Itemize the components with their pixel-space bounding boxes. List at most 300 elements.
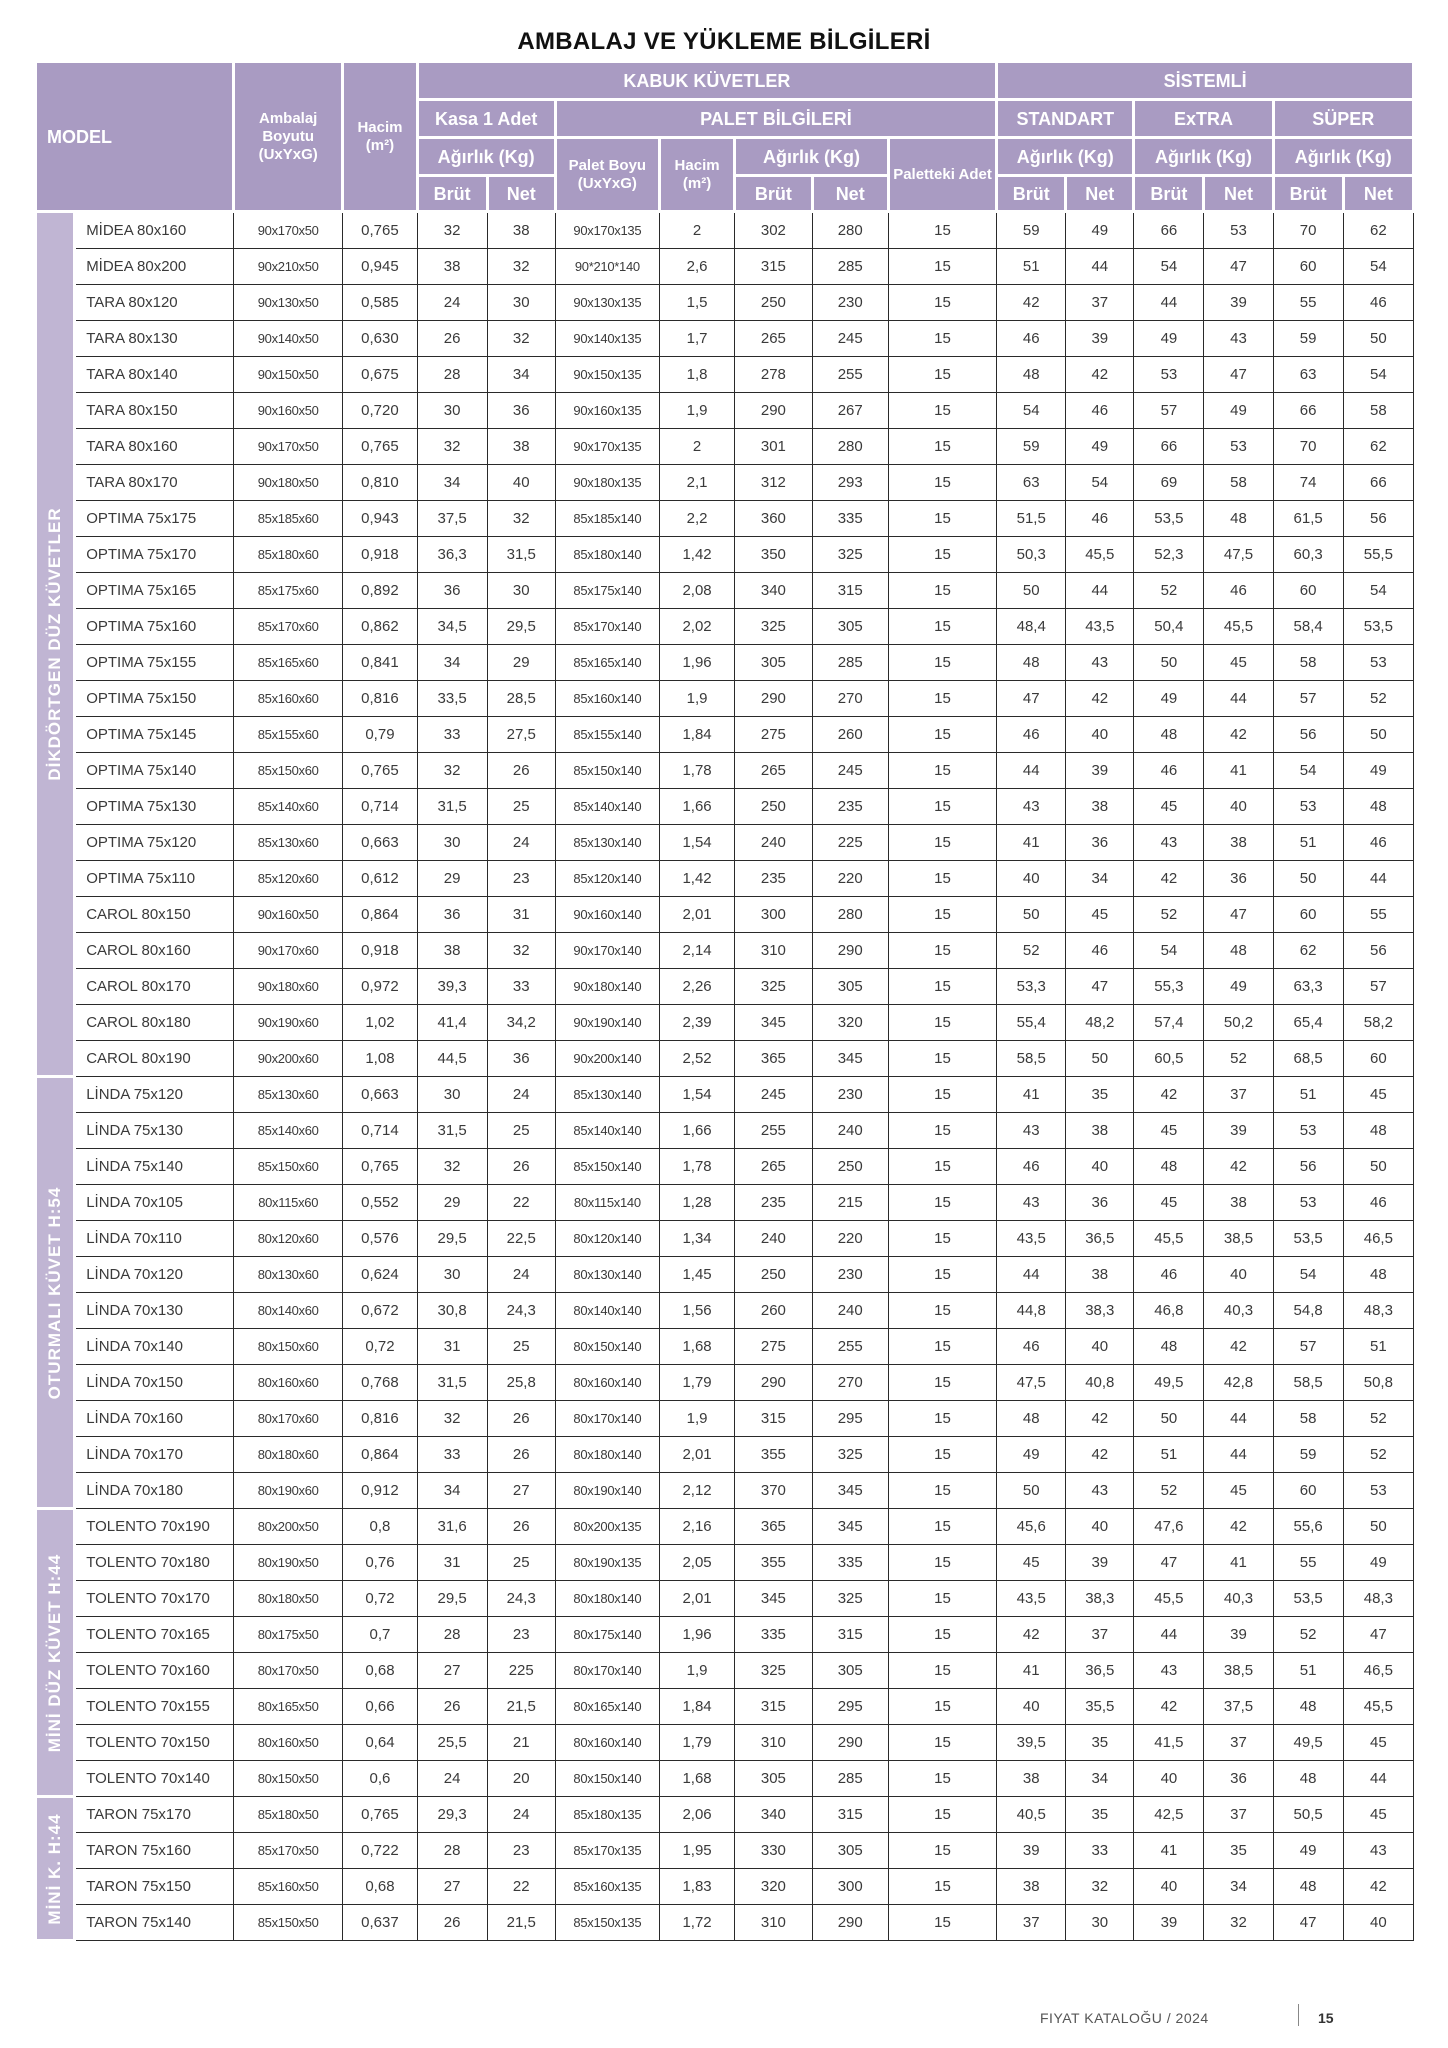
table-cell: 48 — [1134, 1329, 1204, 1365]
table-cell: 85x165x140 — [555, 645, 659, 681]
table-cell: 54 — [1343, 573, 1413, 609]
table-cell: 0,722 — [343, 1833, 417, 1869]
table-cell: 48 — [1134, 1149, 1204, 1185]
table-cell: 42 — [1134, 1077, 1204, 1113]
model-cell: LİNDA 75x120 — [75, 1077, 234, 1113]
table-cell: 0,912 — [343, 1473, 417, 1509]
header-standart-brut: Brüt — [997, 176, 1066, 212]
table-cell: 80x160x50 — [234, 1725, 343, 1761]
table-row — [36, 1509, 1414, 1545]
table-cell: 60 — [1273, 1473, 1343, 1509]
table-cell: 36 — [487, 1041, 555, 1077]
table-cell: 1,8 — [659, 357, 734, 393]
table-cell: 15 — [888, 1185, 996, 1221]
table-cell: 1,08 — [343, 1041, 417, 1077]
table-cell: 40 — [997, 861, 1066, 897]
table-row — [36, 285, 1414, 321]
model-cell: CAROL 80x160 — [75, 933, 234, 969]
table-cell: 63,3 — [1273, 969, 1343, 1005]
table-cell: 51 — [997, 249, 1066, 285]
table-cell: 90x170x135 — [555, 212, 659, 249]
table-cell: 38,3 — [1066, 1581, 1134, 1617]
table-cell: 305 — [812, 1833, 888, 1869]
table-cell: 90x140x50 — [234, 321, 343, 357]
header-ambalaj: Ambalaj Boyutu (UxYxG) — [234, 62, 343, 212]
table-cell: 42 — [1134, 1689, 1204, 1725]
table-row — [36, 1329, 1414, 1365]
table-cell: 0,768 — [343, 1365, 417, 1401]
table-cell: 85x160x60 — [234, 681, 343, 717]
table-cell: 43 — [1066, 1473, 1134, 1509]
header-kabuk: KABUK KÜVETLER — [417, 62, 997, 100]
model-cell: OPTIMA 75x150 — [75, 681, 234, 717]
table-cell: 53 — [1204, 212, 1273, 249]
table-cell: 39 — [1066, 753, 1134, 789]
table-cell: 27 — [417, 1869, 487, 1905]
table-cell: 0,72 — [343, 1329, 417, 1365]
table-cell: 80x180x140 — [555, 1581, 659, 1617]
table-cell: 310 — [735, 933, 812, 969]
table-cell: 34 — [417, 1473, 487, 1509]
header-super: SÜPER — [1273, 100, 1413, 138]
model-cell: MİDEA 80x160 — [75, 212, 234, 249]
table-cell: 230 — [812, 1077, 888, 1113]
header-paletteki: Paletteki Adet — [888, 138, 996, 212]
table-cell: 0,637 — [343, 1905, 417, 1941]
table-cell: 32 — [417, 1401, 487, 1437]
table-cell: 53,3 — [997, 969, 1066, 1005]
table-cell: 0,765 — [343, 429, 417, 465]
table-cell: 90x170x50 — [234, 429, 343, 465]
table-cell: 53 — [1343, 1473, 1413, 1509]
table-cell: 45,5 — [1134, 1581, 1204, 1617]
table-cell: 80x150x140 — [555, 1329, 659, 1365]
table-cell: 29,5 — [487, 609, 555, 645]
table-cell: 90x130x135 — [555, 285, 659, 321]
table-cell: 0,612 — [343, 861, 417, 897]
header-palet-agirlik: Ağırlık (Kg) — [735, 138, 889, 176]
table-cell: 285 — [812, 1761, 888, 1797]
table-cell: 0,765 — [343, 1149, 417, 1185]
table-cell: 0,672 — [343, 1293, 417, 1329]
table-cell: 26 — [487, 1401, 555, 1437]
model-cell: OPTIMA 75x160 — [75, 609, 234, 645]
group-label: DİKDÖRTGEN DÜZ KÜVETLER — [45, 507, 65, 781]
table-cell: 290 — [735, 681, 812, 717]
table-cell: 240 — [735, 1221, 812, 1257]
table-cell: 2,02 — [659, 609, 734, 645]
table-cell: 37 — [1204, 1077, 1273, 1113]
table-cell: 1,79 — [659, 1725, 734, 1761]
table-cell: 42 — [997, 285, 1066, 321]
table-cell: 80x165x140 — [555, 1689, 659, 1725]
header-super-agirlik: Ağırlık (Kg) — [1273, 138, 1413, 176]
table-cell: 55,6 — [1273, 1509, 1343, 1545]
table-cell: 0,76 — [343, 1545, 417, 1581]
table-cell: 330 — [735, 1833, 812, 1869]
table-cell: 90x180x50 — [234, 465, 343, 501]
table-cell: 85x150x50 — [234, 1905, 343, 1941]
table-cell: 85x155x140 — [555, 717, 659, 753]
table-cell: 85x120x140 — [555, 861, 659, 897]
table-cell: 48,2 — [1066, 1005, 1134, 1041]
table-cell: 32 — [487, 321, 555, 357]
table-row — [36, 1077, 1414, 1113]
table-cell: 15 — [888, 212, 996, 249]
table-cell: 0,552 — [343, 1185, 417, 1221]
model-cell: CAROL 80x180 — [75, 1005, 234, 1041]
table-cell: 340 — [735, 1797, 812, 1833]
header-kasa-agirlik: Ağırlık (Kg) — [417, 138, 555, 176]
table-cell: 66 — [1134, 212, 1204, 249]
table-cell: 90x210x50 — [234, 249, 343, 285]
table-cell: 0,810 — [343, 465, 417, 501]
table-cell: 1,68 — [659, 1761, 734, 1797]
model-cell: TARA 80x170 — [75, 465, 234, 501]
table-cell: 0,79 — [343, 717, 417, 753]
table-cell: 60 — [1343, 1041, 1413, 1077]
table-cell: 48,3 — [1343, 1293, 1413, 1329]
table-cell: 40 — [1066, 1509, 1134, 1545]
group-label-cell — [36, 212, 75, 1077]
table-cell: 38 — [1066, 1113, 1134, 1149]
table-cell: 46,5 — [1343, 1653, 1413, 1689]
table-cell: 85x130x140 — [555, 825, 659, 861]
table-cell: 15 — [888, 645, 996, 681]
table-row — [36, 321, 1414, 357]
table-cell: 40 — [997, 1689, 1066, 1725]
table-cell: 44 — [1343, 1761, 1413, 1797]
table-cell: 0,945 — [343, 249, 417, 285]
table-cell: 31 — [487, 897, 555, 933]
table-cell: 250 — [812, 1149, 888, 1185]
model-cell: LİNDA 75x140 — [75, 1149, 234, 1185]
table-cell: 255 — [812, 1329, 888, 1365]
table-row — [36, 645, 1414, 681]
table-cell: 46,8 — [1134, 1293, 1204, 1329]
table-cell: 45 — [1204, 645, 1273, 681]
table-cell: 80x165x50 — [234, 1689, 343, 1725]
table-row — [36, 1005, 1414, 1041]
table-cell: 1,96 — [659, 645, 734, 681]
table-cell: 85x175x60 — [234, 573, 343, 609]
table-cell: 15 — [888, 1761, 996, 1797]
table-cell: 290 — [735, 393, 812, 429]
model-cell: OPTIMA 75x170 — [75, 537, 234, 573]
table-cell: 325 — [812, 1437, 888, 1473]
table-cell: 15 — [888, 609, 996, 645]
page-number: 15 — [1318, 2010, 1334, 2026]
table-cell: 24,3 — [487, 1293, 555, 1329]
table-cell: 29,5 — [417, 1221, 487, 1257]
table-cell: 80x190x60 — [234, 1473, 343, 1509]
table-cell: 54 — [1273, 1257, 1343, 1293]
table-cell: 58 — [1343, 393, 1413, 429]
table-cell: 30 — [487, 285, 555, 321]
table-cell: 27 — [487, 1473, 555, 1509]
table-cell: 270 — [812, 681, 888, 717]
table-cell: 1,5 — [659, 285, 734, 321]
table-cell: 2,05 — [659, 1545, 734, 1581]
model-cell: TOLENTO 70x170 — [75, 1581, 234, 1617]
table-cell: 335 — [735, 1617, 812, 1653]
table-cell: 15 — [888, 1509, 996, 1545]
table-cell: 52 — [1343, 1437, 1413, 1473]
table-cell: 50 — [1134, 1401, 1204, 1437]
table-cell: 43 — [1066, 645, 1134, 681]
table-cell: 0,765 — [343, 1797, 417, 1833]
table-cell: 2 — [659, 429, 734, 465]
table-cell: 220 — [812, 861, 888, 897]
table-cell: 345 — [735, 1581, 812, 1617]
header-extra-brut: Brüt — [1134, 176, 1204, 212]
table-cell: 35 — [1204, 1833, 1273, 1869]
table-cell: 80x120x60 — [234, 1221, 343, 1257]
table-cell: 0,6 — [343, 1761, 417, 1797]
table-cell: 41 — [1204, 753, 1273, 789]
table-cell: 38 — [1204, 825, 1273, 861]
header-sistemli: SİSTEMLİ — [997, 62, 1414, 100]
table-cell: 30 — [487, 573, 555, 609]
table-cell: 15 — [888, 1869, 996, 1905]
table-cell: 0,624 — [343, 1257, 417, 1293]
table-cell: 53 — [1273, 1185, 1343, 1221]
table-cell: 1,9 — [659, 1653, 734, 1689]
table-cell: 48,4 — [997, 609, 1066, 645]
table-cell: 90x130x50 — [234, 285, 343, 321]
table-cell: 47 — [1204, 897, 1273, 933]
table-row — [36, 357, 1414, 393]
table-cell: 52 — [1343, 1401, 1413, 1437]
table-cell: 15 — [888, 1257, 996, 1293]
table-cell: 21,5 — [487, 1689, 555, 1725]
table-cell: 49,5 — [1273, 1725, 1343, 1761]
table-cell: 50 — [1273, 861, 1343, 897]
model-cell: TARON 75x150 — [75, 1869, 234, 1905]
table-cell: 1,66 — [659, 789, 734, 825]
table-cell: 46 — [1134, 1257, 1204, 1293]
table-cell: 315 — [812, 573, 888, 609]
table-cell: 44 — [1066, 249, 1134, 285]
table-cell: 49 — [1204, 969, 1273, 1005]
table-row — [36, 1257, 1414, 1293]
table-cell: 36,5 — [1066, 1653, 1134, 1689]
table-cell: 2,08 — [659, 573, 734, 609]
table-cell: 45 — [1134, 1185, 1204, 1221]
header-extra-net: Net — [1204, 176, 1273, 212]
table-cell: 1,54 — [659, 1077, 734, 1113]
model-cell: LİNDA 70x160 — [75, 1401, 234, 1437]
table-cell: 85x170x60 — [234, 609, 343, 645]
table-cell: 0,720 — [343, 393, 417, 429]
table-cell: 33,5 — [417, 681, 487, 717]
table-cell: 53 — [1204, 429, 1273, 465]
table-cell: 275 — [735, 1329, 812, 1365]
table-cell: 290 — [735, 1365, 812, 1401]
table-cell: 39,5 — [997, 1725, 1066, 1761]
table-cell: 26 — [487, 753, 555, 789]
table-row — [36, 1653, 1414, 1689]
table-cell: 38 — [1066, 789, 1134, 825]
table-cell: 32 — [487, 501, 555, 537]
table-cell: 15 — [888, 1149, 996, 1185]
table-cell: 32 — [417, 212, 487, 249]
model-cell: TOLENTO 70x165 — [75, 1617, 234, 1653]
table-cell: 45 — [1134, 1113, 1204, 1149]
table-cell: 40 — [1134, 1761, 1204, 1797]
table-cell: 310 — [735, 1725, 812, 1761]
table-cell: 315 — [735, 1401, 812, 1437]
table-cell: 27 — [417, 1653, 487, 1689]
table-cell: 46 — [997, 717, 1066, 753]
table-cell: 51 — [1134, 1437, 1204, 1473]
model-cell: LİNDA 70x105 — [75, 1185, 234, 1221]
table-cell: 80x190x135 — [555, 1545, 659, 1581]
model-cell: TARA 80x160 — [75, 429, 234, 465]
table-row — [36, 717, 1414, 753]
table-cell: 85x130x60 — [234, 1077, 343, 1113]
table-cell: 85x170x135 — [555, 1833, 659, 1869]
table-cell: 235 — [735, 1185, 812, 1221]
table-row — [36, 1437, 1414, 1473]
table-cell: 29 — [417, 1185, 487, 1221]
table-cell: 325 — [735, 969, 812, 1005]
table-cell: 85x150x60 — [234, 1149, 343, 1185]
table-cell: 50 — [1343, 1509, 1413, 1545]
group-label-cell — [36, 1077, 75, 1509]
table-cell: 1,9 — [659, 1401, 734, 1437]
table-cell: 15 — [888, 753, 996, 789]
table-cell: 37 — [997, 1905, 1066, 1941]
footer-divider — [1298, 2004, 1299, 2026]
table-cell: 245 — [812, 753, 888, 789]
model-cell: LİNDA 70x110 — [75, 1221, 234, 1257]
table-cell: 1,68 — [659, 1329, 734, 1365]
table-cell: 44 — [1204, 1401, 1273, 1437]
table-cell: 62 — [1343, 429, 1413, 465]
header-kasa-brut: Brüt — [417, 176, 487, 212]
table-row — [36, 681, 1414, 717]
table-cell: 15 — [888, 1077, 996, 1113]
table-cell: 1,9 — [659, 681, 734, 717]
table-cell: 48 — [997, 357, 1066, 393]
table-cell: 265 — [735, 753, 812, 789]
table-cell: 15 — [888, 357, 996, 393]
table-cell: 312 — [735, 465, 812, 501]
header-super-brut: Brüt — [1273, 176, 1343, 212]
table-cell: 15 — [888, 573, 996, 609]
table-cell: 31,6 — [417, 1509, 487, 1545]
model-cell: TARA 80x130 — [75, 321, 234, 357]
table-cell: 90x170x140 — [555, 933, 659, 969]
model-cell: OPTIMA 75x165 — [75, 573, 234, 609]
table-cell: 50 — [1343, 321, 1413, 357]
table-cell: 40 — [1204, 789, 1273, 825]
table-cell: 30,8 — [417, 1293, 487, 1329]
table-cell: 54 — [1273, 753, 1343, 789]
table-cell: 58 — [1204, 465, 1273, 501]
table-row — [36, 1545, 1414, 1581]
table-cell: 54 — [1134, 249, 1204, 285]
table-cell: 90x170x60 — [234, 933, 343, 969]
table-cell: 23 — [487, 1617, 555, 1653]
table-cell: 52 — [997, 933, 1066, 969]
model-cell: TARA 80x120 — [75, 285, 234, 321]
table-cell: 15 — [888, 1005, 996, 1041]
group-label: MİNİ K. H:44 — [45, 1812, 65, 1925]
table-cell: 48 — [1204, 933, 1273, 969]
table-cell: 90x190x60 — [234, 1005, 343, 1041]
table-cell: 48 — [997, 645, 1066, 681]
header-kasa: Kasa 1 Adet — [417, 100, 555, 138]
table-cell: 80x150x140 — [555, 1761, 659, 1797]
table-cell: 50 — [1343, 717, 1413, 753]
table-cell: 42 — [1204, 1329, 1273, 1365]
table-cell: 1,79 — [659, 1365, 734, 1401]
table-cell: 2,01 — [659, 897, 734, 933]
table-cell: 62 — [1273, 933, 1343, 969]
table-cell: 0,765 — [343, 753, 417, 789]
table-cell: 32 — [1204, 1905, 1273, 1941]
table-cell: 42 — [1066, 1401, 1134, 1437]
table-cell: 0,72 — [343, 1581, 417, 1617]
table-cell: 250 — [735, 285, 812, 321]
table-cell: 52 — [1134, 1473, 1204, 1509]
table-cell: 240 — [812, 1113, 888, 1149]
table-cell: 0,585 — [343, 285, 417, 321]
table-cell: 285 — [812, 249, 888, 285]
header-extra: ExTRA — [1134, 100, 1273, 138]
table-row — [36, 1869, 1414, 1905]
table-cell: 301 — [735, 429, 812, 465]
header-palet-hacim: Hacim (m²) — [659, 138, 734, 212]
table-cell: 29 — [417, 861, 487, 897]
table-cell: 90x160x50 — [234, 393, 343, 429]
table-cell: 52 — [1343, 681, 1413, 717]
table-cell: 300 — [735, 897, 812, 933]
table-cell: 29 — [487, 645, 555, 681]
model-cell: LİNDA 70x140 — [75, 1329, 234, 1365]
table-cell: 80x140x60 — [234, 1293, 343, 1329]
model-cell: CAROL 80x170 — [75, 969, 234, 1005]
table-cell: 38,3 — [1066, 1293, 1134, 1329]
table-cell: 58,5 — [1273, 1365, 1343, 1401]
table-cell: 305 — [812, 969, 888, 1005]
table-body — [36, 212, 1414, 1941]
table-cell: 53,5 — [1343, 609, 1413, 645]
table-cell: 15 — [888, 1617, 996, 1653]
table-cell: 40,8 — [1066, 1365, 1134, 1401]
table-cell: 48 — [1343, 1113, 1413, 1149]
table-cell: 40 — [1066, 1329, 1134, 1365]
table-row — [36, 429, 1414, 465]
table-cell: 36,5 — [1066, 1221, 1134, 1257]
table-cell: 1,28 — [659, 1185, 734, 1221]
table-cell: 15 — [888, 969, 996, 1005]
table-cell: 35,5 — [1066, 1689, 1134, 1725]
table-cell: 305 — [812, 1653, 888, 1689]
table-cell: 42,5 — [1134, 1797, 1204, 1833]
table-cell: 52,3 — [1134, 537, 1204, 573]
table-cell: 55 — [1273, 1545, 1343, 1581]
table-cell: 80x115x60 — [234, 1185, 343, 1221]
header-palet-boyu: Palet Boyu (UxYxG) — [555, 138, 659, 212]
table-cell: 51 — [1273, 1653, 1343, 1689]
table-cell: 55,3 — [1134, 969, 1204, 1005]
table-cell: 53 — [1273, 1113, 1343, 1149]
table-row — [36, 1833, 1414, 1869]
header-palet-bilgileri: PALET BİLGİLERİ — [555, 100, 996, 138]
